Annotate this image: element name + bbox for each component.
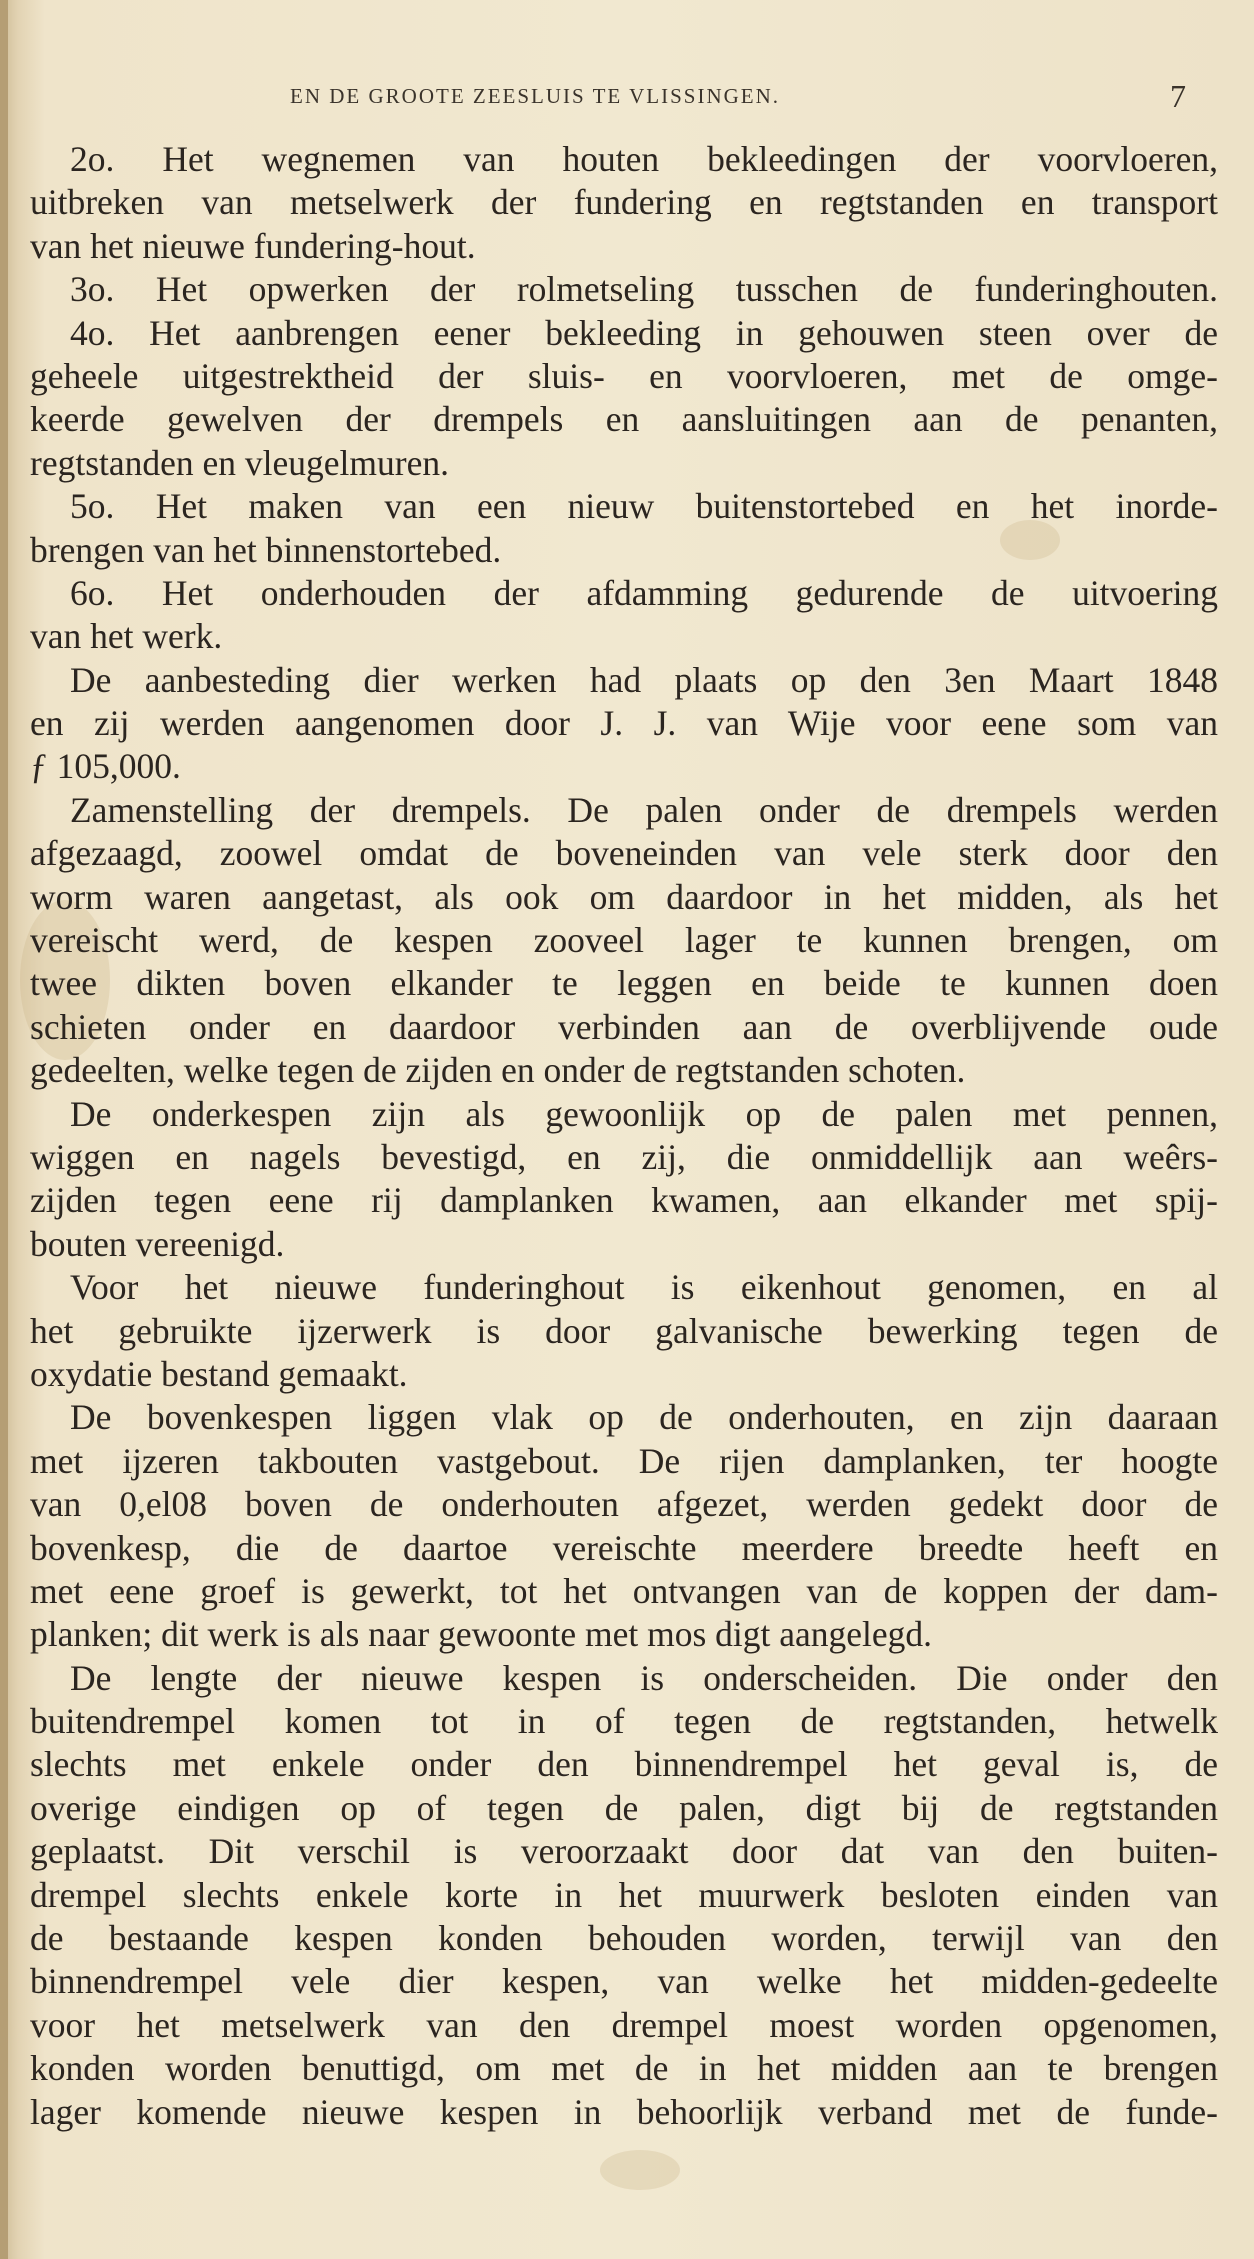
text-line: oxydatie bestand gemaakt. bbox=[30, 1353, 408, 1394]
text-line: slechts met enkele onder den binnendrempel het geval is, de bbox=[30, 1744, 1218, 1785]
paper-stain bbox=[600, 2150, 680, 2190]
text-line: overige eindigen op of tegen de palen, digt bij de regtstanden bbox=[30, 1787, 1218, 1828]
text-line: 6o. Het onderhouden der afdamming gedurende de uitvoering bbox=[70, 572, 1218, 613]
text-line: bouten vereenigd. bbox=[30, 1223, 285, 1264]
text-line: 3o. Het opwerken der rolmetseling tusschen de funderinghouten. bbox=[70, 269, 1218, 310]
text-line: konden worden benuttigd, om met de in het midden aan te brengen bbox=[30, 2048, 1218, 2089]
text-line: drempel slechts enkele korte in het muurwerk besloten einden van bbox=[30, 1874, 1218, 1915]
text-line: met eene groef is gewerkt, tot het ontvangen van de koppen der dam- bbox=[30, 1570, 1218, 1611]
text-line: Voor het nieuwe funderinghout is eikenhout genomen, en al bbox=[70, 1267, 1218, 1308]
text-line: lager komende nieuwe kespen in behoorlijk verband met de funde- bbox=[30, 2091, 1218, 2132]
text-line: de bestaande kespen konden behouden worden, terwijl van den bbox=[30, 1918, 1218, 1959]
text-line: binnendrempel vele dier kespen, van welke het midden-gedeelte bbox=[30, 1961, 1218, 2002]
text-line: schieten onder en daardoor verbinden aan de overblijvende oude bbox=[30, 1006, 1218, 1047]
text-line: twee dikten boven elkander te leggen en beide te kunnen doen bbox=[30, 963, 1218, 1004]
text-line: Zamenstelling der drempels. De palen onder de drempels werden bbox=[70, 789, 1218, 830]
text-line: afgezaagd, zoowel omdat de boveneinden van vele sterk door den bbox=[30, 833, 1218, 874]
text-line: van het werk. bbox=[30, 616, 223, 657]
text-line: het gebruikte ijzerwerk is door galvanische bewerking tegen de bbox=[30, 1310, 1218, 1351]
text-line: voor het metselwerk van den drempel moest worden opgenomen, bbox=[30, 2004, 1218, 2045]
page-header bbox=[0, 78, 1254, 118]
text-line: De lengte der nieuwe kespen is onderscheiden. Die onder den bbox=[70, 1657, 1218, 1698]
text-line: wiggen en nagels bevestigd, en zij, die onmiddellijk aan weêrs- bbox=[30, 1136, 1218, 1177]
text-line: De aanbesteding dier werken had plaats op den 3en Maart 1848 bbox=[70, 659, 1218, 700]
text-line: en zij werden aangenomen door J. J. van Wije voor eene som van bbox=[30, 703, 1218, 744]
text-line: regtstanden en vleugelmuren. bbox=[30, 442, 449, 483]
text-line: van 0,el08 boven de onderhouten afgezet, werden gedekt door de bbox=[30, 1484, 1218, 1525]
text-line: 4o. Het aanbrengen eener bekleeding in gehouwen steen over de bbox=[70, 312, 1218, 353]
text-line: planken; dit werk is als naar gewoonte met mos digt aangelegd. bbox=[30, 1614, 933, 1655]
body-text bbox=[30, 138, 1218, 2134]
running-head: EN DE GROOTE ZEESLUIS TE VLISSINGEN. bbox=[290, 84, 781, 108]
page-number: 7 bbox=[1170, 78, 1186, 114]
text-line: keerde gewelven der drempels en aansluitingen aan de penanten, bbox=[30, 399, 1218, 440]
text-line: van het nieuwe fundering-hout. bbox=[30, 225, 476, 266]
text-line: vereischt werd, de kespen zooveel lager te kunnen brengen, om bbox=[30, 920, 1218, 961]
text-line: De onderkespen zijn als gewoonlijk op de palen met pennen, bbox=[70, 1093, 1218, 1134]
text-line: gedeelten, welke tegen de zijden en onder de regtstanden schoten. bbox=[30, 1050, 966, 1091]
text-line: zijden tegen eene rij damplanken kwamen, aan elkander met spij- bbox=[30, 1180, 1218, 1221]
text-line: De bovenkespen liggen vlak op de onderhouten, en zijn daaraan bbox=[70, 1397, 1218, 1438]
text-line: uitbreken van metselwerk der fundering en regtstanden en transport bbox=[30, 182, 1218, 223]
text-line: ƒ 105,000. bbox=[30, 746, 181, 787]
binding-edge bbox=[0, 0, 8, 2259]
text-line: 5o. Het maken van een nieuw buitenstortebed en het inorde- bbox=[70, 486, 1218, 527]
text-line: brengen van het binnenstortebed. bbox=[30, 529, 502, 570]
text-line: buitendrempel komen tot in of tegen de regtstanden, hetwelk bbox=[30, 1701, 1218, 1742]
text-line: worm waren aangetast, als ook om daardoor in het midden, als het bbox=[30, 876, 1218, 917]
text-line: bovenkesp, die de daartoe vereischte meerdere breedte heeft en bbox=[30, 1527, 1218, 1568]
text-line: met ijzeren takbouten vastgebout. De rijen damplanken, ter hoogte bbox=[30, 1440, 1218, 1481]
text-line: geheele uitgestrektheid der sluis- en voorvloeren, met de omge- bbox=[30, 355, 1218, 396]
text-line: geplaatst. Dit verschil is veroorzaakt door dat van den buiten- bbox=[30, 1831, 1218, 1872]
text-line: 2o. Het wegnemen van houten bekleedingen der voorvloeren, bbox=[70, 139, 1218, 179]
